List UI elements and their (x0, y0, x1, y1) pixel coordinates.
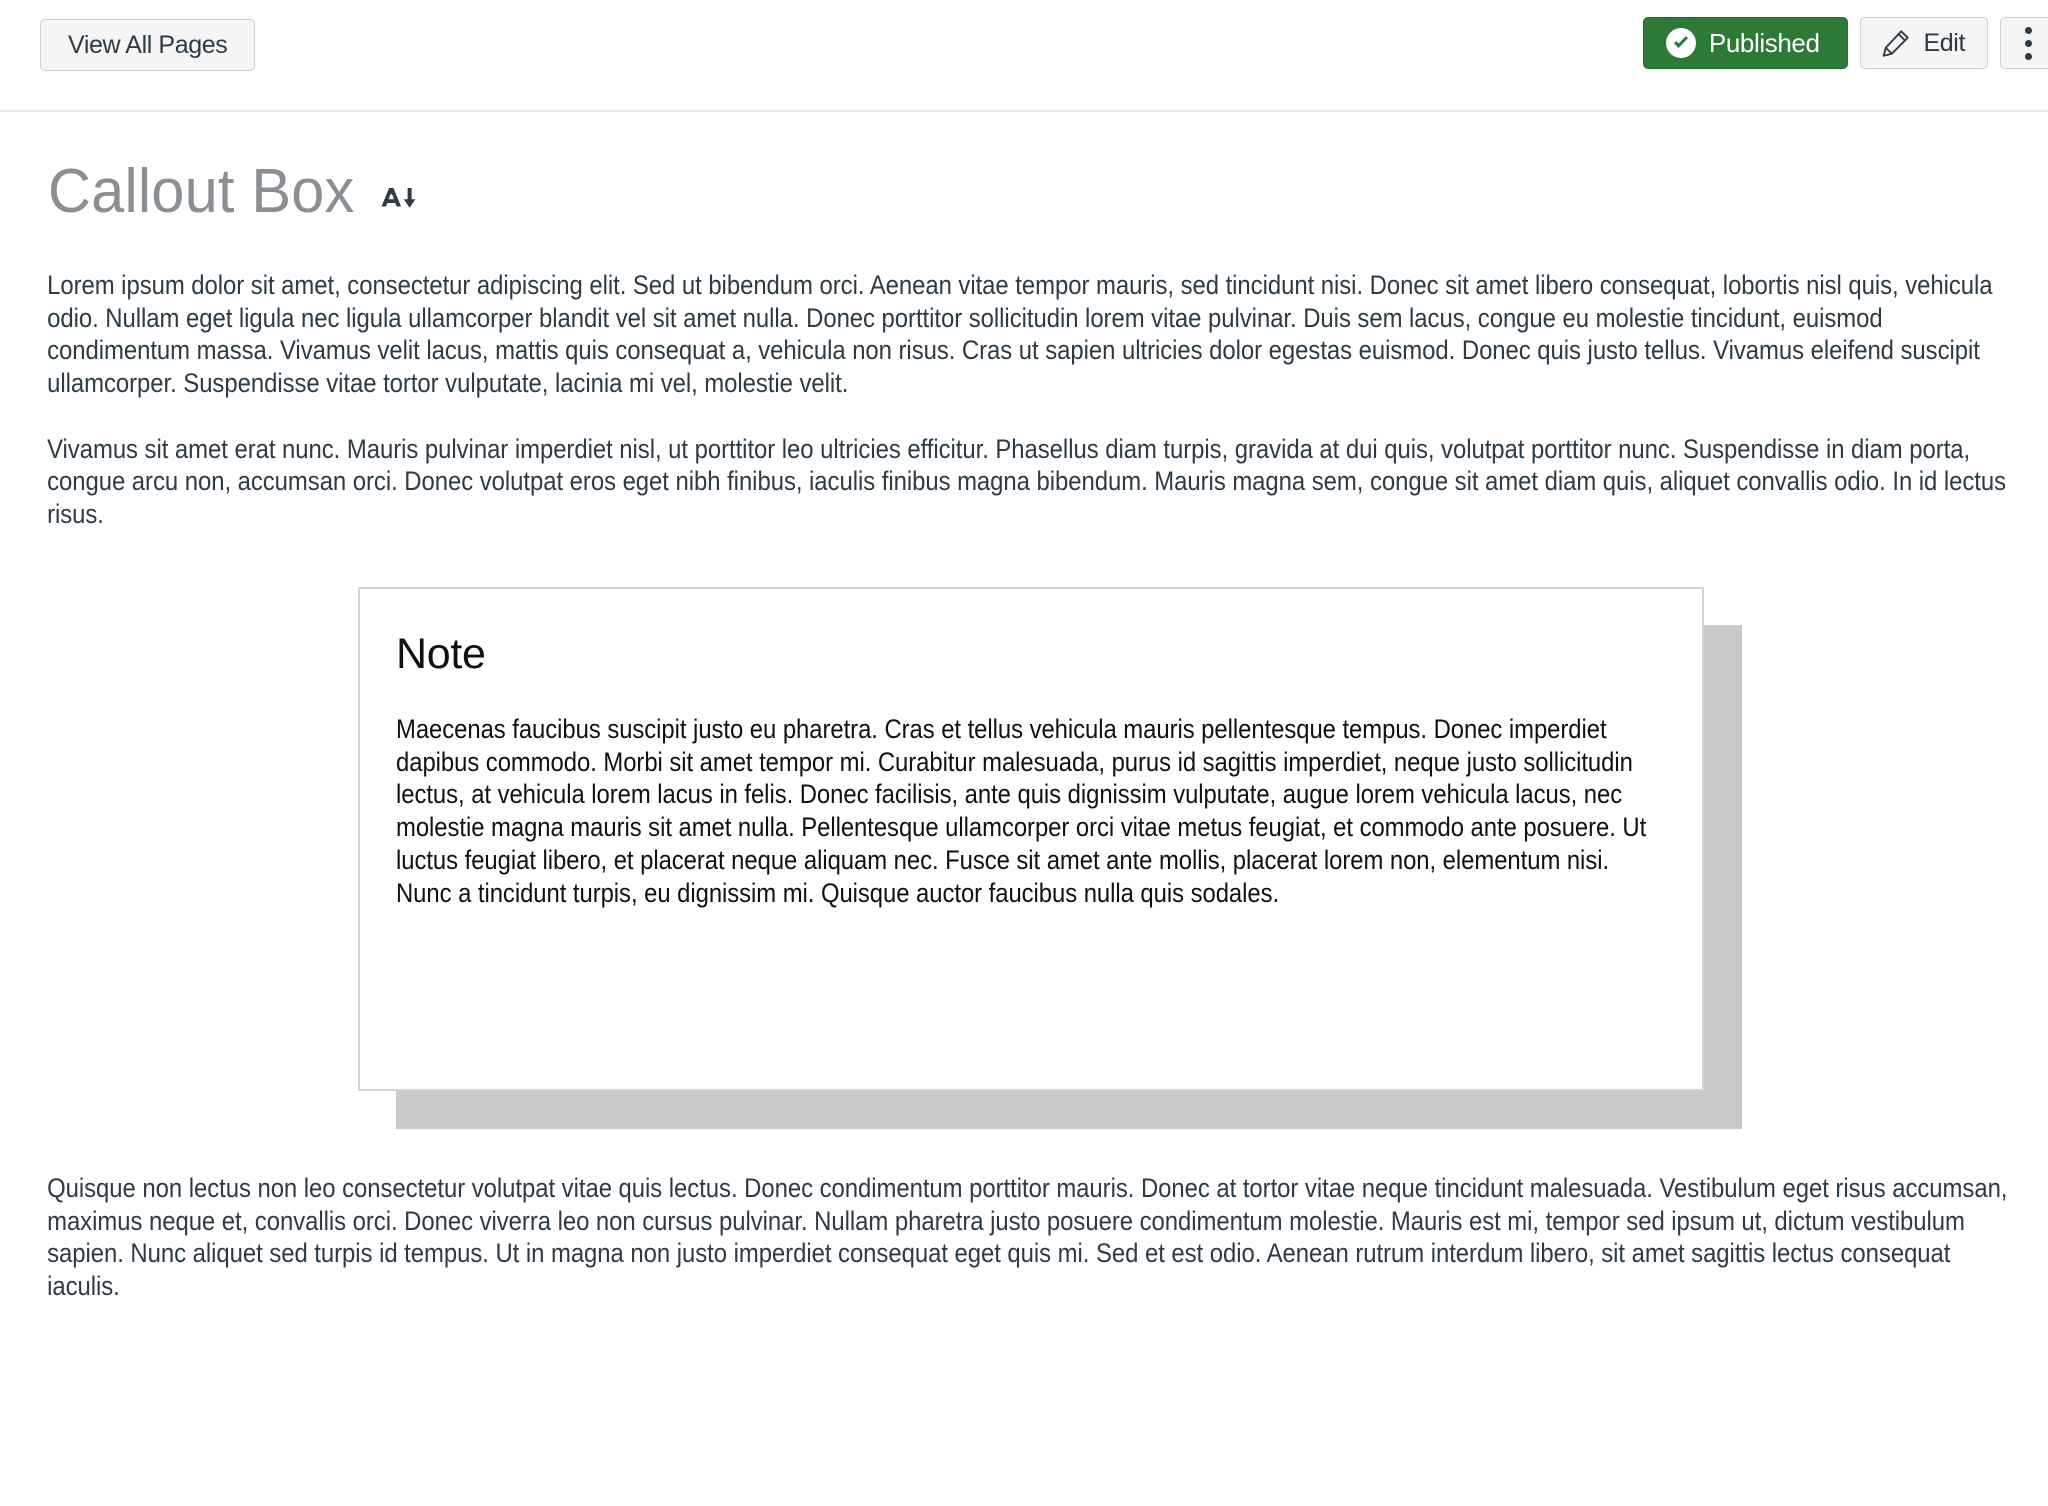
view-all-pages-button[interactable]: View All Pages (40, 19, 255, 71)
paragraph-outro: Quisque non lectus non leo consectetur volutpat vitae quis lectus. Donec condimentum porttitor mauris. Donec at tortor vitae neque tincidunt malesuada. Vestibulum eget risus accumsan, maximus neque et, convallis orci. Donec viverra leo non cursus pulvinar. Nullam pharetra justo posuere condimentum molestie. Mauris est mi, tempor sed ipsum ut, dictum vestibulum sapien. Nunc aliquet sed turpis id tempus. Ut in magna non justo imperdiet consequat eget quis mi. Sed et est odio. Aenean rutrum interdum libero, sit amet sagittis lectus consequat iaculis. (47, 1173, 2008, 1301)
callout-heading: Note (396, 630, 486, 679)
more-options-button[interactable] (2000, 17, 2048, 69)
edit-button[interactable] (1860, 17, 1988, 69)
paragraph-intro-2: Vivamus sit amet erat nunc. Mauris pulvinar imperdiet nisl, ut porttitor leo ultricies efficitur. Phasellus diam turpis, gravida at dui quis, volutpat porttitor nunc. Suspendisse in diam porta, congue arcu non, accumsan orci. Donec volutpat eros eget nibh finibus, iaculis finibus magna bibendum. Mauris magna sem, congue sit amet diam quis, aliquet convallis odio. In id lectus risus. (47, 433, 2007, 529)
edit-label: Edit (1923, 28, 1965, 57)
callout-box (358, 587, 1704, 1091)
callout-box-region (40, 587, 2008, 1127)
pencil-icon (1881, 28, 1911, 58)
paragraph-outro-region (40, 1172, 2008, 1302)
page-toolbar (0, 0, 2048, 112)
published-label: Published (1708, 28, 1820, 58)
page-title (40, 112, 2008, 226)
published-status-button[interactable] (1643, 17, 1848, 69)
toolbar-right-group (1643, 17, 2048, 69)
immersive-reader-icon[interactable] (380, 184, 416, 214)
check-circle-icon (1666, 28, 1696, 58)
toolbar-left-group (40, 19, 255, 71)
page-title-text: Callout Box (48, 157, 355, 226)
paragraph-intro-1: Lorem ipsum dolor sit amet, consectetur adipiscing elit. Sed ut bibendum orci. Aenean vitae tempor mauris, sed tincidunt nisi. Donec sit amet libero consequat, lobortis nisl quis, vehicula odio. Nullam eget ligula nec ligula ullamcorper blandit vel sit amet nulla. Donec porttitor sollicitudin lorem vitae pulvinar. Duis sem lacus, congue eu molestie tincidunt, euismod condimentum massa. Vivamus velit lacus, mattis quis consequat a, vehicula non risus. Cras ut sapien ultricies dolor egestas euismod. Donec quis justo tellus. Vivamus eleifend suscipit ullamcorper. Suspendisse vitae tortor vulputate, lacinia mi vel, molestie velit. (47, 270, 1993, 398)
page-content (0, 112, 2048, 1302)
callout-body-text: Maecenas faucibus suscipit justo eu pharetra. Cras et tellus vehicula mauris pellentesque tempus. Donec imperdiet dapibus commodo. Morbi sit amet tempor mi. Curabitur malesuada, purus id sagittis imperdiet, neque justo sollicitudin lectus, at vehicula lorem lacus in felis. Donec facilisis, ante quis dignissim vulputate, augue lorem vehicula lacus, nec molestie magna mauris sit amet nulla. Pellentesque ullamcorper orci vitae metus feugiat, et commodo ante posuere. Ut luctus feugiat libero, et placerat neque aliquam nec. Fusce sit amet ante mollis, placerat lorem non, elementum nisi. Nunc a tincidunt turpis, eu dignissim mi. Quisque auctor faucibus nulla quis sodales. (396, 713, 1647, 908)
kebab-menu-icon (2025, 27, 2032, 60)
